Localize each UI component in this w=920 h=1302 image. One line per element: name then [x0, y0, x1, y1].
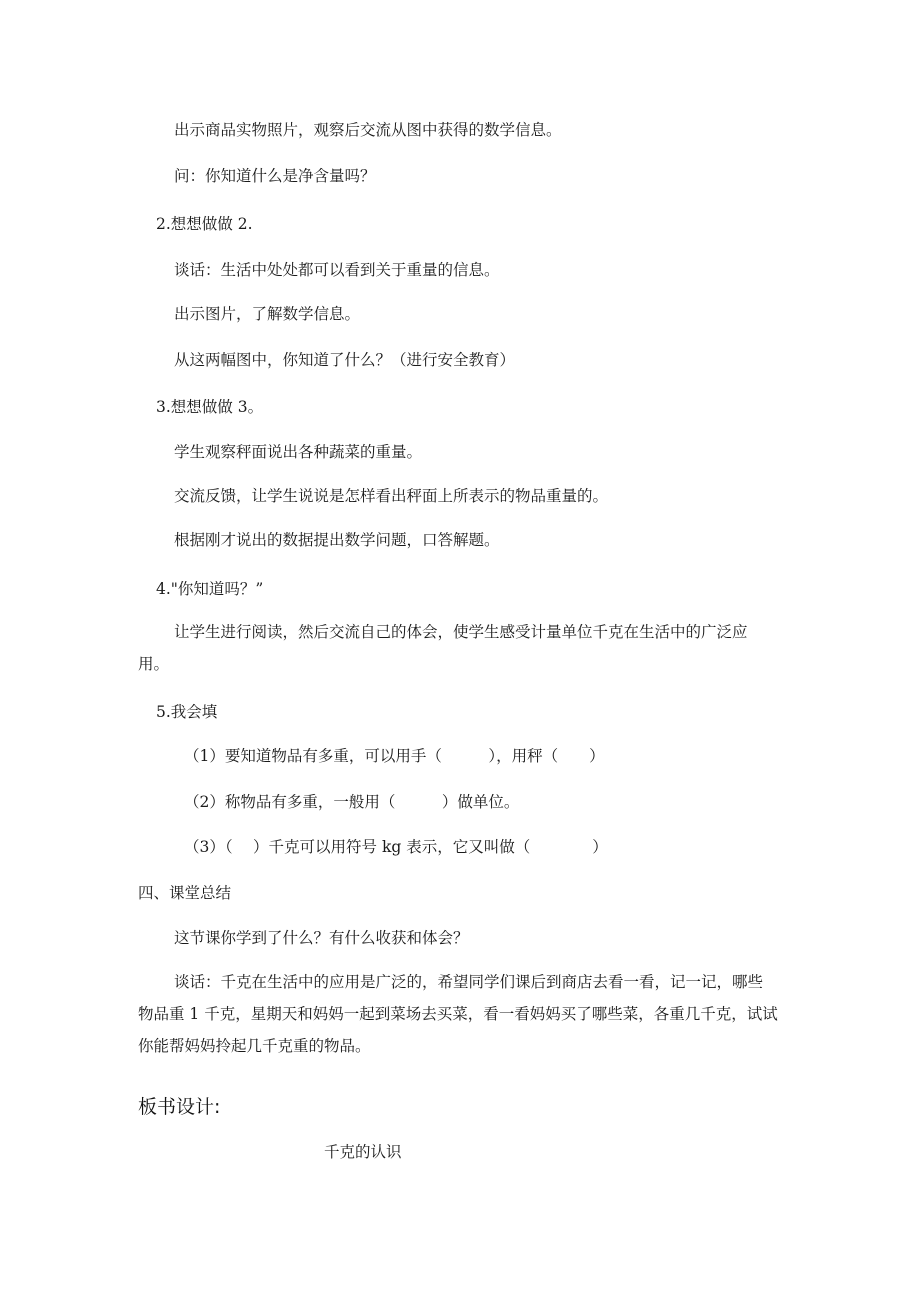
board-design-heading: 板书设计:: [138, 1096, 221, 1118]
text-line: 根据刚才说出的数据提出数学问题，口答解题。: [174, 531, 500, 549]
text-line: 出示商品实物照片，观察后交流从图中获得的数学信息。: [174, 121, 562, 139]
paragraph: 让学生进行阅读，然后交流自己的体会，使学生感受计量单位千克在生活中的广泛应用。: [138, 623, 748, 673]
text-line: 出示图片，了解数学信息。: [174, 305, 361, 323]
fill-blank-question: （3）（ ）千克可以用符号 kg 表示，它又叫做（ ）: [184, 838, 608, 856]
text-line: 问：你知道什么是净含量吗？: [174, 167, 376, 185]
text-line: 这节课你学到了什么？有什么收获和体会？: [174, 929, 469, 947]
section-heading: 四、课堂总结: [138, 884, 232, 902]
section-heading: 4."你知道吗？”: [156, 580, 264, 598]
text-line: 谈话：生活中处处都可以看到关于重量的信息。: [174, 261, 500, 279]
text-line: 学生观察秤面说出各种蔬菜的重量。: [174, 443, 423, 461]
text-line: 交流反馈，让学生说说是怎样看出秤面上所表示的物品重量的。: [174, 487, 609, 505]
paragraph: 谈话：千克在生活中的应用是广泛的，希望同学们课后到商店去看一看，记一记，哪些物品重 1 千克，星期天和妈妈一起到菜场去买菜，看一看妈妈买了哪些菜，各重几千克，试试你能帮妈妈拎起几千克重的物品。: [138, 973, 778, 1055]
fill-blank-question: （2）称物品有多重，一般用（ ）做单位。: [184, 793, 520, 811]
text-line: 从这两幅图中，你知道了什么？（进行安全教育）: [174, 351, 516, 369]
fill-blank-question: （1）要知道物品有多重，可以用手（ ），用秤（ ）: [184, 747, 605, 765]
section-heading: 2.想想做做 2.: [156, 215, 253, 233]
board-design-title: 千克的认识: [324, 1143, 402, 1161]
section-heading: 5.我会填: [156, 703, 218, 721]
section-heading: 3.想想做做 3。: [156, 398, 264, 416]
